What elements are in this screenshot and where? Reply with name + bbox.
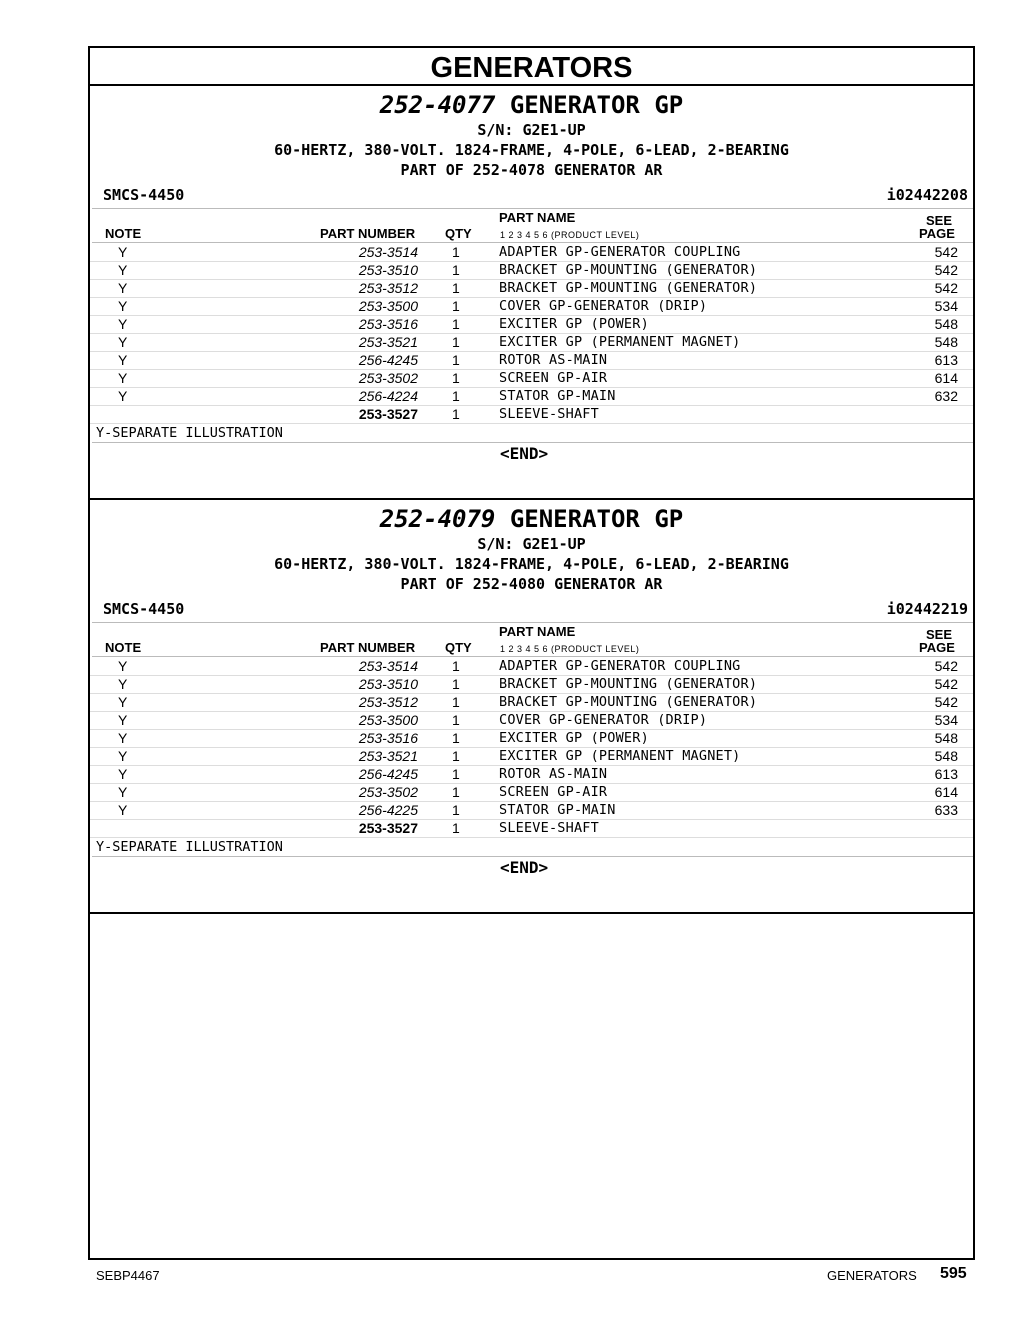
row-part-number: 253-3500 [358, 298, 418, 314]
row-part-name: ROTOR AS-MAIN [499, 352, 608, 368]
row-part-number: 256-4225 [358, 802, 418, 818]
row-part-name: EXCITER GP (POWER) [499, 730, 649, 746]
table-row [90, 351, 973, 370]
table-row [90, 243, 973, 262]
row-note: Y [118, 784, 128, 800]
row-qty: 1 [452, 316, 460, 332]
table-row [90, 747, 973, 766]
row-part-number: 253-3521 [358, 748, 418, 764]
row-part-name: BRACKET GP-MOUNTING (GENERATOR) [499, 262, 758, 278]
part-of: PART OF 252-4080 GENERATOR AR [400, 575, 663, 593]
row-note: Y [118, 694, 128, 710]
row-part-name: SCREEN GP-AIR [499, 370, 608, 386]
row-part-number: 253-3516 [358, 316, 418, 332]
row-qty: 1 [452, 298, 460, 314]
row-part-number: 256-4245 [358, 766, 418, 782]
row-note: Y [118, 316, 128, 332]
col-qty: QTY [445, 226, 472, 241]
row-qty: 1 [452, 352, 460, 368]
row-qty: 1 [452, 784, 460, 800]
col-page: PAGE [919, 640, 955, 655]
row-see-page: 614 [934, 784, 958, 800]
row-note: Y [118, 712, 128, 728]
footer-section: GENERATORS [827, 1268, 917, 1283]
col-see: SEE [926, 213, 953, 228]
group-title [90, 88, 973, 122]
divider [92, 442, 973, 443]
row-note: Y [118, 658, 128, 674]
col-note: NOTE [105, 226, 142, 241]
row-qty: 1 [452, 676, 460, 692]
col-part-name: PART NAME [499, 624, 576, 639]
row-see-page: 633 [934, 802, 958, 818]
group-description: 60-HERTZ, 380-VOLT. 1824-FRAME, 4-POLE, 6-LEAD, 2-BEARING [274, 141, 789, 159]
page-frame [88, 46, 975, 1260]
row-note: Y [118, 244, 128, 260]
divider [92, 856, 973, 857]
row-part-name: EXCITER GP (PERMANENT MAGNET) [499, 748, 741, 764]
footer-page-number: 595 [940, 1265, 967, 1282]
illustration-ref: i02442208 [886, 186, 968, 204]
serial-number: S/N: G2E1-UP [477, 535, 586, 553]
table-row [90, 675, 973, 694]
row-part-number: 253-3512 [358, 280, 418, 296]
row-part-name: SCREEN GP-AIR [499, 784, 608, 800]
row-see-page: 613 [934, 766, 958, 782]
row-note: Y [118, 676, 128, 692]
row-part-number: 253-3502 [358, 370, 418, 386]
smcs-code: SMCS-4450 [103, 600, 185, 618]
row-qty: 1 [452, 370, 460, 386]
table-row [90, 657, 973, 676]
end-marker: <END> [500, 444, 549, 463]
table-row [90, 315, 973, 334]
row-part-number: 253-3510 [358, 262, 418, 278]
row-see-page: 534 [934, 712, 958, 728]
table-row [90, 405, 973, 424]
row-see-page: 534 [934, 298, 958, 314]
row-see-page: 542 [934, 262, 958, 278]
row-note: Y [118, 262, 128, 278]
row-note: Y [118, 748, 128, 764]
row-part-number: 256-4245 [358, 352, 418, 368]
footer-doc-id: SEBP4467 [96, 1268, 160, 1283]
row-note: Y [118, 298, 128, 314]
group-number: 252-4079 [379, 505, 496, 533]
table-row [90, 333, 973, 352]
table-row [90, 297, 973, 316]
table-row [90, 801, 973, 820]
row-part-name: EXCITER GP (POWER) [499, 316, 649, 332]
col-part-number: PART NUMBER [320, 226, 416, 241]
row-note: Y [118, 802, 128, 818]
row-qty: 1 [452, 280, 460, 296]
row-see-page: 548 [934, 316, 958, 332]
group-name: GENERATOR GP [495, 91, 684, 119]
row-part-number: 253-3512 [358, 694, 418, 710]
row-see-page: 542 [934, 658, 958, 674]
row-see-page: 542 [934, 280, 958, 296]
row-see-page: 542 [934, 676, 958, 692]
row-see-page: 542 [934, 694, 958, 710]
row-qty: 1 [452, 766, 460, 782]
row-part-number: 253-3502 [358, 784, 418, 800]
row-see-page: 542 [934, 244, 958, 260]
row-part-name: BRACKET GP-MOUNTING (GENERATOR) [499, 694, 758, 710]
row-part-number: 253-3516 [358, 730, 418, 746]
row-part-name: BRACKET GP-MOUNTING (GENERATOR) [499, 280, 758, 296]
row-part-number: 253-3521 [358, 334, 418, 350]
table-row [90, 729, 973, 748]
row-part-number: 253-3500 [358, 712, 418, 728]
row-see-page: 613 [934, 352, 958, 368]
row-part-number: 253-3527 [358, 820, 418, 836]
row-note: Y [118, 388, 128, 404]
row-qty: 1 [452, 658, 460, 674]
serial-number: S/N: G2E1-UP [477, 121, 586, 139]
row-part-name: ROTOR AS-MAIN [499, 766, 608, 782]
generator-section-1 [90, 86, 973, 500]
row-see-page: 548 [934, 748, 958, 764]
row-part-number: 253-3510 [358, 676, 418, 692]
row-qty: 1 [452, 802, 460, 818]
row-see-page: 548 [934, 730, 958, 746]
illustration-ref: i02442219 [886, 600, 968, 618]
page-title: GENERATORS [90, 48, 973, 86]
row-see-page: 632 [934, 388, 958, 404]
table-row [90, 279, 973, 298]
col-see: SEE [926, 627, 953, 642]
row-part-name: STATOR GP-MAIN [499, 388, 616, 404]
col-part-name: PART NAME [499, 210, 576, 225]
row-part-name: COVER GP-GENERATOR (DRIP) [499, 298, 708, 314]
col-note: NOTE [105, 640, 142, 655]
product-level: 1 2 3 4 5 6 (PRODUCT LEVEL) [500, 644, 640, 654]
row-part-name: ADAPTER GP-GENERATOR COUPLING [499, 658, 741, 674]
row-part-number: 256-4224 [358, 388, 418, 404]
row-part-name: BRACKET GP-MOUNTING (GENERATOR) [499, 676, 758, 692]
row-qty: 1 [452, 712, 460, 728]
row-part-name: ADAPTER GP-GENERATOR COUPLING [499, 244, 741, 260]
row-see-page: 614 [934, 370, 958, 386]
row-part-name: SLEEVE-SHAFT [499, 820, 599, 836]
row-part-number: 253-3514 [358, 658, 418, 674]
table-row [90, 711, 973, 730]
col-part-number: PART NUMBER [320, 640, 416, 655]
row-part-number: 253-3527 [358, 406, 418, 422]
col-page: PAGE [919, 226, 955, 241]
row-part-name: COVER GP-GENERATOR (DRIP) [499, 712, 708, 728]
table-row [90, 693, 973, 712]
group-number: 252-4077 [379, 91, 496, 119]
footnote: Y-SEPARATE ILLUSTRATION [96, 839, 283, 855]
group-title [90, 502, 973, 536]
col-qty: QTY [445, 640, 472, 655]
table-row [90, 387, 973, 406]
row-qty: 1 [452, 262, 460, 278]
divider [92, 622, 973, 623]
table-row [90, 765, 973, 784]
row-see-page: 548 [934, 334, 958, 350]
row-note: Y [118, 352, 128, 368]
group-description: 60-HERTZ, 380-VOLT. 1824-FRAME, 4-POLE, 6-LEAD, 2-BEARING [274, 555, 789, 573]
row-part-name: EXCITER GP (PERMANENT MAGNET) [499, 334, 741, 350]
generator-section-2 [90, 500, 973, 914]
end-marker: <END> [500, 858, 549, 877]
product-level: 1 2 3 4 5 6 (PRODUCT LEVEL) [500, 230, 640, 240]
table-row [90, 369, 973, 388]
row-note: Y [118, 730, 128, 746]
footnote: Y-SEPARATE ILLUSTRATION [96, 425, 283, 441]
row-part-name: STATOR GP-MAIN [499, 802, 616, 818]
row-qty: 1 [452, 406, 460, 422]
row-qty: 1 [452, 730, 460, 746]
group-name: GENERATOR GP [495, 505, 684, 533]
row-note: Y [118, 370, 128, 386]
table-row [90, 261, 973, 280]
table-row [90, 783, 973, 802]
row-qty: 1 [452, 388, 460, 404]
row-note: Y [118, 280, 128, 296]
smcs-code: SMCS-4450 [103, 186, 185, 204]
row-qty: 1 [452, 748, 460, 764]
row-qty: 1 [452, 694, 460, 710]
row-qty: 1 [452, 820, 460, 836]
table-row [90, 819, 973, 838]
row-part-number: 253-3514 [358, 244, 418, 260]
row-part-name: SLEEVE-SHAFT [499, 406, 599, 422]
divider [92, 208, 973, 209]
part-of: PART OF 252-4078 GENERATOR AR [400, 161, 663, 179]
row-qty: 1 [452, 334, 460, 350]
row-note: Y [118, 766, 128, 782]
row-qty: 1 [452, 244, 460, 260]
row-note: Y [118, 334, 128, 350]
